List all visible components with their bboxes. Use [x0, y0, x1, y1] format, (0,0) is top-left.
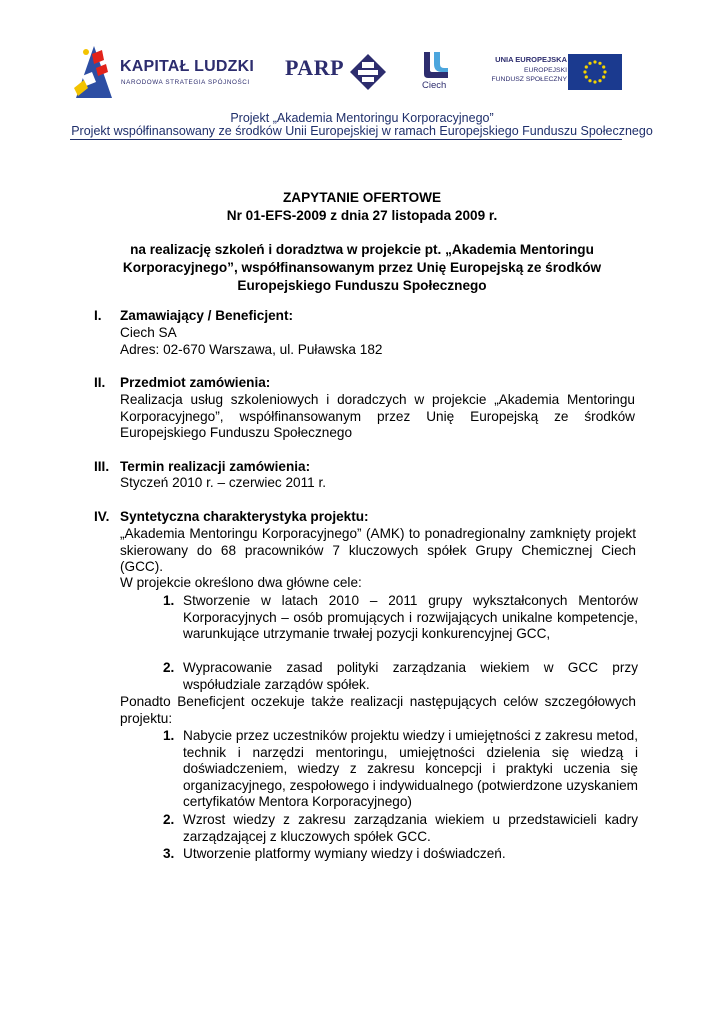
list-text: Wzrost wiedzy z zakresu zarządzania wiekiem u przedstawicieli kadry zarządzającej z kluczowych spółek GCC.: [183, 812, 638, 844]
eu-title: UNIA EUROPEJSKA: [495, 55, 567, 64]
ciech-emblem-icon: [420, 50, 452, 80]
list-text: Nabycie przez uczestników projektu wiedzy i umiejętności z zakresu metod, technik i narzędzi mentoringu, umiejętności dzielenia się wiedzą i doświadczeniem, wiedzy z zakresu koncepcji i praktyki uczenia się organizacyjnego, zespołowego i indywidualnego (potwierdzone uzyskaniem certyfikatów Mentora Korporacyjnego): [183, 728, 638, 810]
subject-line-2: Korporacyjnego”, współfinansowanym przez Unię Europejską ze środków: [122, 260, 602, 275]
eu-logo: [484, 52, 624, 92]
parp-emblem-icon: [348, 52, 388, 92]
section-number: IV.: [94, 509, 110, 524]
subject-line-3: Europejskiego Funduszu Społecznego: [237, 278, 487, 293]
list-text: Stworzenie w latach 2010 – 2011 grupy wykształconych Mentorów Korporacyjnych – osób promujących i rozwijających unikalne kompetencje, warunkujące utrzymanie trwałej pozycji konkurencyjnej GCC,: [183, 593, 638, 642]
subject-line-1: na realizację szkoleń i doradztwa w projekcie pt. „Akademia Mentoringu: [130, 242, 594, 257]
section-number: II.: [94, 375, 106, 390]
ciech-wordmark: Ciech: [422, 80, 447, 91]
section-title: Zamawiający / Beneficjent:: [120, 308, 294, 323]
logo-strip: [0, 0, 724, 112]
kapital-ludzki-title: KAPITAŁ LUDZKI: [120, 58, 255, 75]
list-text: Utworzenie platformy wymiany wiedzy i doświadczeń.: [183, 846, 506, 861]
list-number: 1.: [163, 593, 175, 608]
beneficiary-name: Ciech SA: [120, 325, 177, 340]
kapital-ludzki-emblem-icon: [72, 42, 118, 100]
parp-wordmark: PARP: [285, 55, 345, 80]
beneficiary-address: Adres: 02-670 Warszawa, ul. Puławska 182: [120, 342, 383, 357]
specific-goals-intro: Ponadto Beneficjent oczekuje także realizacji następujących celów szczegółowych projektu:: [120, 694, 636, 726]
parp-logo: [282, 50, 392, 94]
section-1-heading: [94, 307, 293, 325]
kapital-ludzki-subtitle: NARODOWA STRATEGIA SPÓJNOŚCI: [121, 79, 250, 86]
main-goals-intro: W projekcie określono dwa główne cele:: [120, 575, 362, 590]
section-4-heading: [94, 508, 369, 526]
order-timeframe: Styczeń 2010 r. – czerwiec 2011 r.: [120, 475, 327, 490]
document-title: ZAPYTANIE OFERTOWE: [282, 190, 442, 205]
section-number: I.: [94, 308, 102, 323]
section-title: Termin realizacji zamówienia:: [120, 459, 311, 474]
order-subject-text: Realizacja usług szkoleniowych i doradczych w projekcie „Akademia Mentoringu Korporacyjnego”, współfinansowanym przez Unię Europejską ze środków Europejskiego Funduszu Społecznego: [120, 392, 635, 441]
eu-flag-icon: [568, 54, 622, 90]
list-number: 2.: [163, 660, 175, 675]
ciech-logo: [420, 50, 456, 94]
list-text: Wypracowanie zasad polityki zarządzania wiekiem w GCC przy współudziale zarządów spółek.: [183, 660, 638, 692]
header-divider: [70, 139, 622, 140]
list-number: 2.: [163, 812, 175, 827]
section-title: Syntetyczna charakterystyka projektu:: [120, 509, 369, 524]
list-number: 3.: [163, 846, 175, 861]
cofinance-line: Projekt współfinansowany ze środków Unii Europejskiej w ramach Europejskiego Funduszu Społecznego: [71, 124, 653, 138]
section-2-heading: [94, 374, 270, 392]
project-name-line: Projekt „Akademia Mentoringu Korporacyjnego”: [230, 111, 494, 125]
project-description: „Akademia Mentoringu Korporacyjnego” (AMK) to ponadregionalny zamknięty projekt skierowany do 68 pracowników 7 kluczowych spółek Grupy Chemicznej Ciech (GCC).: [120, 526, 636, 575]
list-number: 1.: [163, 728, 175, 743]
section-title: Przedmiot zamówienia:: [120, 375, 271, 390]
document-number: Nr 01-EFS-2009 z dnia 27 listopada 2009 r.: [226, 208, 498, 223]
eu-fund-line2: FUNDUSZ SPOŁECZNY: [491, 76, 567, 83]
kapital-ludzki-logo: [72, 42, 262, 100]
eu-fund-line1: EUROPEJSKI: [523, 67, 567, 74]
section-number: III.: [94, 459, 110, 474]
